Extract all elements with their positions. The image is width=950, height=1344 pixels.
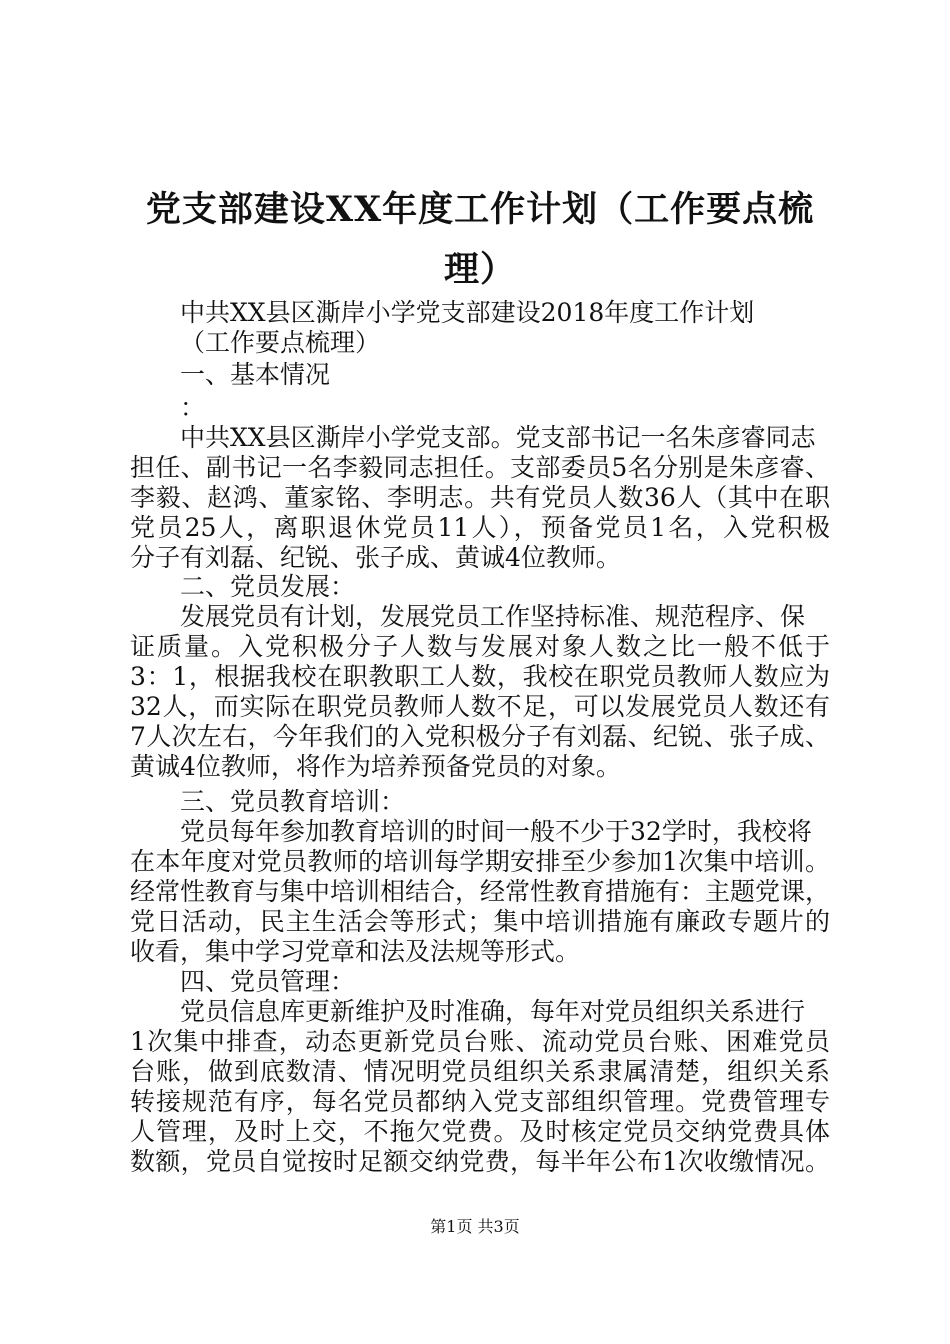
- paragraph-line: 李毅、赵鸿、董家铭、李明志。共有党员人数36人（其中在职: [130, 483, 830, 512]
- paragraph-line: 分子有刘磊、纪锐、张子成、黄诚4位教师。: [130, 543, 621, 572]
- paragraph-line: 黄诚4位教师，将作为培养预备党员的对象。: [130, 752, 621, 781]
- paragraph-line: 人管理，及时上交，不拖欠党费。及时核定党员交纳党费具体: [130, 1117, 830, 1146]
- paragraph-line: 担任、副书记一名李毅同志担任。支部委员5名分别是朱彦睿、: [130, 453, 830, 482]
- paragraph-line: 党员信息库更新维护及时准确，每年对党员组织关系进行: [180, 997, 806, 1026]
- paragraph-line: 1次集中排查，动态更新党员台账、流动党员台账、困难党员: [130, 1027, 830, 1056]
- paragraph-line: 党员25人，离职退休党员11人），预备党员1名，入党积极: [130, 513, 830, 542]
- section-3-heading: 三、党员教育培训：: [180, 787, 406, 816]
- paragraph-line: 在本年度对党员教师的培训每学期安排至少参加1次集中培训。: [130, 847, 830, 876]
- section-4-heading: 四、党员管理：: [180, 967, 356, 996]
- subtitle-line-2: （工作要点梳理）: [180, 328, 381, 357]
- section-2-heading: 二、党员发展：: [180, 572, 356, 601]
- paragraph-line: 台账，做到底数清、情况明党员组织关系隶属清楚，组织关系: [130, 1057, 830, 1086]
- page-footer: 第1页 共3页: [430, 1217, 520, 1236]
- paragraph-line: 收看，集中学习党章和法及法规等形式。: [130, 937, 581, 966]
- paragraph-line: 党日活动，民主生活会等形式；集中培训措施有廉政专题片的: [130, 907, 830, 936]
- paragraph-line: 转接规范有序，每名党员都纳入党支部组织管理。党费管理专: [130, 1087, 830, 1116]
- paragraph-line: 32人，而实际在职党员教师人数不足，可以发展党员人数还有: [130, 692, 830, 721]
- paragraph-line: 经常性教育与集中培训相结合，经常性教育措施有：主题党课，: [130, 877, 831, 906]
- document-title-line-2: 理）: [443, 249, 516, 290]
- colon-line: ：: [180, 393, 206, 422]
- paragraph-line: 证质量。入党积极分子人数与发展对象人数之比一般不低于: [130, 632, 830, 661]
- document-title-line-1: 党支部建设XX年度工作计划（工作要点梳: [145, 189, 815, 230]
- section-1-heading: 一、基本情况: [180, 360, 331, 389]
- paragraph-line: 数额，党员自觉按时足额交纳党费，每半年公布1次收缴情况。: [130, 1147, 830, 1176]
- paragraph-line: 中共XX县区澌岸小学党支部。党支部书记一名朱彦睿同志: [180, 423, 816, 452]
- paragraph-line: 发展党员有计划，发展党员工作坚持标准、规范程序、保: [180, 602, 806, 631]
- paragraph-line: 3：1，根据我校在职教职工人数，我校在职党员教师人数应为: [130, 662, 830, 691]
- paragraph-line: 7人次左右，今年我们的入党积极分子有刘磊、纪锐、张子成、: [130, 722, 830, 751]
- paragraph-line: 党员每年参加教育培训的时间一般不少于32学时，我校将: [180, 817, 812, 846]
- subtitle-line-1: 中共XX县区澌岸小学党支部建设2018年度工作计划: [180, 298, 755, 327]
